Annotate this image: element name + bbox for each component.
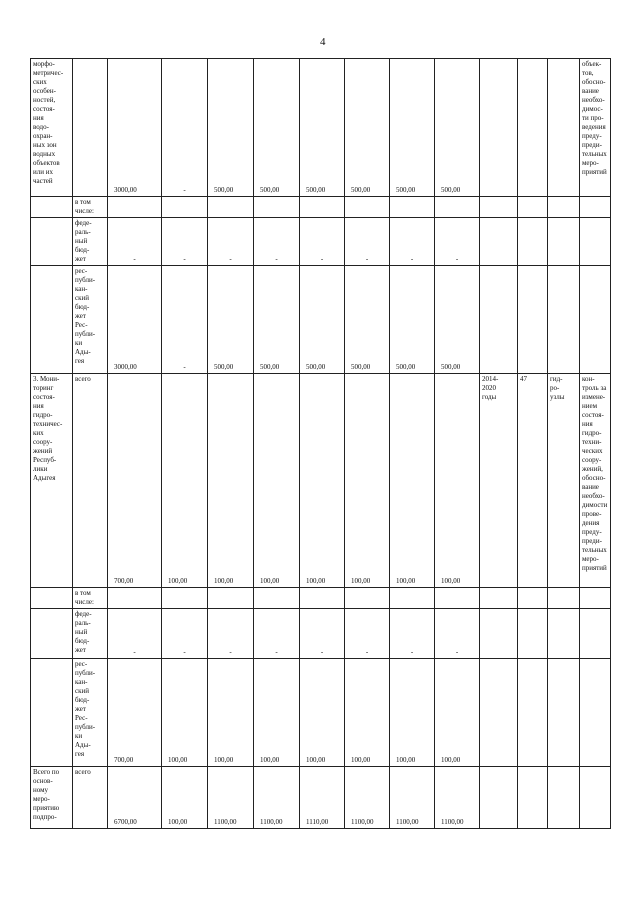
amount-cell [300, 659, 345, 767]
amount-cell-text: 500,00 [351, 186, 371, 194]
amount-cell [390, 218, 435, 266]
amount-cell [345, 197, 390, 218]
amount-cell-text: 500,00 [351, 363, 371, 371]
table-row [31, 197, 611, 218]
amount-cell [208, 609, 254, 659]
funding-source-cell-text: феде- раль- ный бюд- жет [75, 610, 92, 654]
period-cell [480, 197, 518, 218]
amount-cell [300, 767, 345, 829]
indicator-value-cell [518, 59, 548, 197]
period-cell [480, 218, 518, 266]
expected-result-cell [580, 767, 611, 829]
indicator-value-cell [518, 767, 548, 829]
expected-result-cell [580, 59, 611, 197]
amount-cell [254, 59, 300, 197]
amount-cell-text: - [275, 255, 278, 263]
indicator-unit-cell [548, 59, 580, 197]
funding-source-cell-text: в том числе: [75, 589, 94, 606]
amount-cell-text: 100,00 [214, 756, 234, 764]
funding-source-cell-text: в том числе: [75, 198, 94, 215]
amount-cell [108, 767, 162, 829]
indicator-unit-cell [548, 218, 580, 266]
indicator-unit-cell-text: гид- ро- узлы [550, 375, 565, 401]
funding-source-cell [73, 588, 108, 609]
expected-result-cell-text: кон- троль за измене- нием состоя- ния гидро- техни- ческих соору- жений, обосно- вание необхо- димости прове- дения преду- преди- тельных меро- приятий [582, 375, 608, 572]
amount-cell [300, 588, 345, 609]
indicator-value-cell [518, 197, 548, 218]
funding-source-cell [73, 767, 108, 829]
amount-cell-text: 100,00 [214, 577, 234, 585]
amount-cell [435, 266, 480, 374]
period-cell [480, 659, 518, 767]
activity-name-cell-text: морфо- метричес- ских особен- ностей, состоя- ния водо- охран- ных зон водных объектов или их частей [33, 60, 64, 185]
expected-result-cell [580, 218, 611, 266]
funding-source-cell-text: рес- публи- кан- ский бюд- жет Рес- публи- ки Ады- гея [75, 267, 96, 365]
amount-cell [108, 659, 162, 767]
period-cell [480, 609, 518, 659]
table-row [31, 609, 611, 659]
amount-cell [162, 767, 208, 829]
amount-cell [254, 218, 300, 266]
activity-name-cell [31, 659, 73, 767]
amount-cell [390, 659, 435, 767]
amount-cell-text: 500,00 [396, 363, 416, 371]
amount-cell-text: - [320, 648, 324, 656]
table-row [31, 659, 611, 767]
table-row [31, 59, 611, 197]
indicator-unit-cell [548, 588, 580, 609]
funding-source-cell-text: рес- публи- кан- ский бюд- жет Рес- публи- ки Ады- гея [75, 660, 96, 758]
amount-cell [162, 609, 208, 659]
amount-cell [108, 588, 162, 609]
amount-cell [390, 59, 435, 197]
amount-cell [390, 588, 435, 609]
amount-cell [254, 266, 300, 374]
expected-result-cell [580, 266, 611, 374]
amount-cell [435, 609, 480, 659]
expected-result-cell [580, 374, 611, 588]
amount-cell-text: 500,00 [306, 363, 326, 371]
amount-cell [345, 59, 390, 197]
amount-cell-text: 500,00 [260, 363, 280, 371]
table-row [31, 374, 611, 588]
activity-name-cell [31, 374, 73, 588]
amount-cell [162, 266, 208, 374]
activity-name-cell [31, 266, 73, 374]
amount-cell-text: 500,00 [441, 363, 461, 371]
indicator-unit-cell [548, 659, 580, 767]
amount-cell [390, 266, 435, 374]
amount-cell-text: 500,00 [396, 186, 416, 194]
amount-cell [162, 659, 208, 767]
expected-result-cell-text: объек- тов, обосно- вание необхо- димос- ти про- ведения преду- преди- тельных меро- приятий [582, 60, 607, 176]
amount-cell-text: 1100,00 [441, 818, 464, 826]
indicator-unit-cell [548, 374, 580, 588]
amount-cell [300, 609, 345, 659]
amount-cell [435, 218, 480, 266]
amount-cell [208, 659, 254, 767]
indicator-value-cell [518, 659, 548, 767]
amount-cell-text: - [183, 648, 186, 656]
amount-cell [162, 218, 208, 266]
amount-cell [300, 197, 345, 218]
amount-cell-text: - [133, 648, 136, 656]
amount-cell [300, 266, 345, 374]
indicator-value-cell [518, 218, 548, 266]
amount-cell [108, 266, 162, 374]
activity-name-cell [31, 767, 73, 829]
amount-cell [108, 374, 162, 588]
funding-source-cell [73, 266, 108, 374]
period-cell [480, 588, 518, 609]
amount-cell-text: 500,00 [306, 186, 326, 194]
activity-name-cell [31, 59, 73, 197]
indicator-unit-cell [548, 767, 580, 829]
activity-name-cell [31, 609, 73, 659]
amount-cell [390, 197, 435, 218]
amount-cell-text: - [455, 255, 459, 263]
activity-name-cell-text: 3. Мони- торинг состоя- ния гидро- техничес- ких соору- жений Респуб- лики Адыгея [33, 375, 63, 482]
expected-result-cell [580, 609, 611, 659]
amount-cell-text: - [365, 648, 369, 656]
expected-result-cell [580, 197, 611, 218]
funding-source-cell-text: феде- раль- ный бюд- жет [75, 219, 92, 263]
period-cell [480, 266, 518, 374]
funding-source-cell [73, 218, 108, 266]
indicator-value-cell [518, 374, 548, 588]
table-row [31, 588, 611, 609]
amount-cell [390, 609, 435, 659]
indicator-value-cell [518, 588, 548, 609]
expected-result-cell [580, 659, 611, 767]
amount-cell-text: 6700,00 [114, 818, 137, 826]
indicator-value-cell-text: 47 [520, 375, 527, 383]
funding-source-cell-text: всего [75, 768, 91, 776]
amount-cell-text: - [455, 648, 459, 656]
amount-cell [345, 266, 390, 374]
amount-cell [108, 609, 162, 659]
amount-cell [254, 609, 300, 659]
amount-cell [208, 374, 254, 588]
table-row [31, 266, 611, 374]
amount-cell-text: 500,00 [214, 186, 234, 194]
amount-cell-text: - [410, 648, 414, 656]
table-row [31, 767, 611, 829]
amount-cell [108, 197, 162, 218]
period-cell [480, 767, 518, 829]
amount-cell-text: 500,00 [441, 186, 461, 194]
amount-cell [254, 374, 300, 588]
amount-cell-text: - [183, 186, 186, 194]
amount-cell-text: - [133, 255, 136, 263]
amount-cell [208, 218, 254, 266]
amount-cell-text: 100,00 [396, 756, 416, 764]
budget-table [30, 58, 611, 829]
amount-cell [390, 374, 435, 588]
amount-cell-text: 1100,00 [351, 818, 374, 826]
amount-cell [108, 218, 162, 266]
amount-cell-text: - [229, 648, 232, 656]
indicator-value-cell [518, 609, 548, 659]
amount-cell [300, 218, 345, 266]
amount-cell-text: 100,00 [351, 756, 371, 764]
activity-name-cell-text: Всего по основ- ному меро- приятию подпро- [33, 768, 60, 821]
amount-cell-text: - [275, 648, 278, 656]
amount-cell-text: 100,00 [168, 756, 188, 764]
amount-cell-text: 100,00 [396, 577, 416, 585]
amount-cell-text: 100,00 [260, 756, 280, 764]
amount-cell [345, 218, 390, 266]
expected-result-cell [580, 588, 611, 609]
activity-name-cell [31, 588, 73, 609]
indicator-unit-cell [548, 197, 580, 218]
amount-cell-text: - [183, 363, 186, 371]
amount-cell [435, 59, 480, 197]
amount-cell-text: 1100,00 [214, 818, 237, 826]
period-cell [480, 59, 518, 197]
amount-cell-text: - [183, 255, 186, 263]
amount-cell [208, 266, 254, 374]
amount-cell [162, 374, 208, 588]
amount-cell-text: 100,00 [306, 756, 326, 764]
amount-cell-text: 1110,00 [306, 818, 329, 826]
amount-cell-text: 1100,00 [260, 818, 283, 826]
amount-cell [435, 767, 480, 829]
amount-cell [254, 197, 300, 218]
amount-cell-text: 1100,00 [396, 818, 419, 826]
amount-cell-text: 700,00 [114, 756, 134, 764]
activity-name-cell [31, 218, 73, 266]
amount-cell [300, 59, 345, 197]
amount-cell-text: 3000,00 [114, 363, 137, 371]
amount-cell [208, 59, 254, 197]
amount-cell [208, 767, 254, 829]
amount-cell [208, 588, 254, 609]
amount-cell [345, 374, 390, 588]
amount-cell-text: 500,00 [214, 363, 234, 371]
amount-cell [208, 197, 254, 218]
amount-cell-text: 500,00 [260, 186, 280, 194]
amount-cell-text: 100,00 [168, 818, 188, 826]
amount-cell-text: - [365, 255, 369, 263]
amount-cell-text: 100,00 [351, 577, 371, 585]
amount-cell-text: - [320, 255, 324, 263]
activity-name-cell [31, 197, 73, 218]
funding-source-cell [73, 197, 108, 218]
amount-cell [300, 374, 345, 588]
funding-source-cell [73, 659, 108, 767]
amount-cell [390, 767, 435, 829]
amount-cell [345, 609, 390, 659]
amount-cell [108, 59, 162, 197]
amount-cell [162, 197, 208, 218]
amount-cell [254, 588, 300, 609]
table-row [31, 218, 611, 266]
funding-source-cell [73, 59, 108, 197]
amount-cell [435, 659, 480, 767]
indicator-unit-cell [548, 609, 580, 659]
amount-cell [162, 59, 208, 197]
amount-cell-text: 100,00 [441, 577, 461, 585]
amount-cell-text: - [410, 255, 414, 263]
funding-source-cell [73, 609, 108, 659]
amount-cell-text: 3000,00 [114, 186, 137, 194]
amount-cell-text: - [229, 255, 232, 263]
amount-cell [345, 659, 390, 767]
amount-cell [435, 197, 480, 218]
period-cell-text: 2014- 2020 годы [482, 375, 499, 401]
amount-cell [345, 767, 390, 829]
amount-cell [162, 588, 208, 609]
page-number: 4 [320, 36, 326, 48]
amount-cell-text: 100,00 [168, 577, 188, 585]
amount-cell [435, 588, 480, 609]
amount-cell [435, 374, 480, 588]
period-cell [480, 374, 518, 588]
indicator-value-cell [518, 266, 548, 374]
amount-cell-text: 100,00 [441, 756, 461, 764]
amount-cell-text: 100,00 [306, 577, 326, 585]
funding-source-cell [73, 374, 108, 588]
amount-cell-text: 100,00 [260, 577, 280, 585]
amount-cell [345, 588, 390, 609]
indicator-unit-cell [548, 266, 580, 374]
amount-cell-text: 700,00 [114, 577, 134, 585]
amount-cell [254, 659, 300, 767]
funding-source-cell-text: всего [75, 375, 91, 383]
amount-cell [254, 767, 300, 829]
